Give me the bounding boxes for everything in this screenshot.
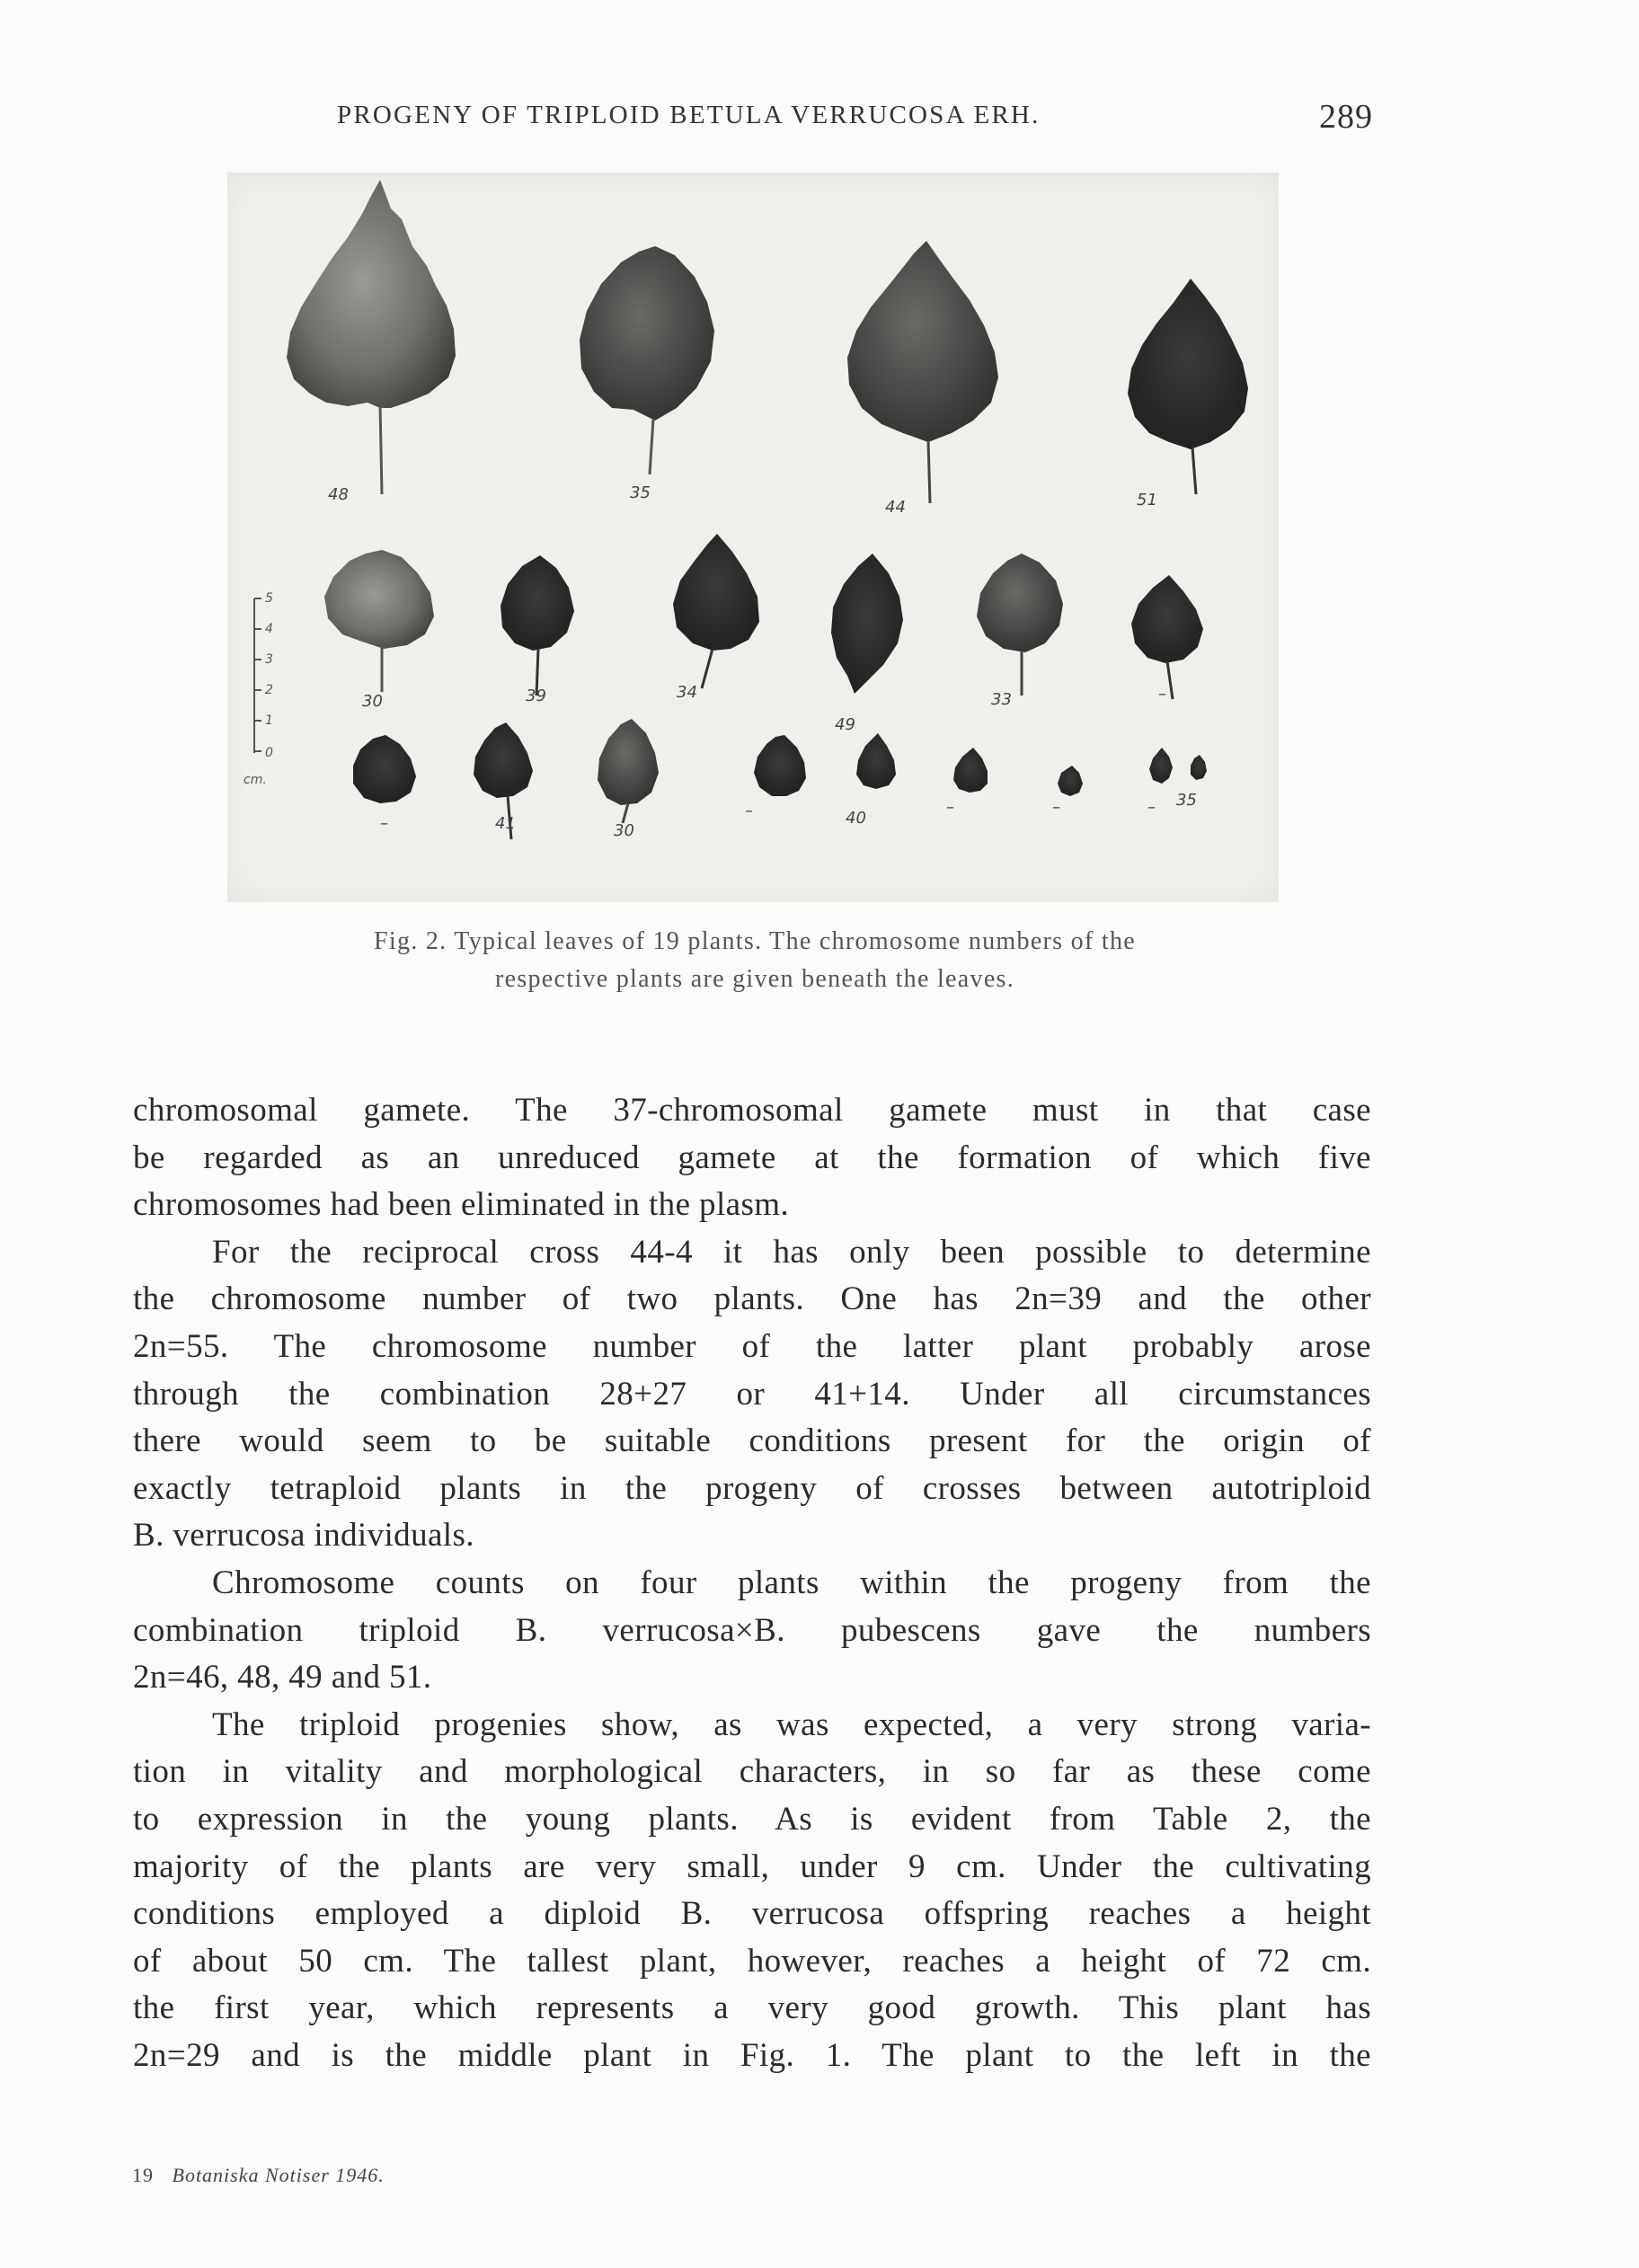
leaf-label: – (745, 802, 753, 820)
text-line: chromosomes had been eliminated in the plasm. (133, 1186, 790, 1224)
leaf-row-3 (353, 719, 1207, 839)
leaf-label: 30 (614, 821, 634, 840)
leaf (1149, 748, 1173, 784)
leaf-label: 40 (846, 809, 866, 828)
signature-mark: 19 (132, 2164, 154, 2186)
leaf-label: 51 (1137, 491, 1157, 509)
leaf-label: – (1052, 798, 1060, 817)
leaf (673, 534, 759, 651)
leaf (1131, 575, 1203, 663)
text-line: majority of the plants are very small, under 9 cm. Under the cultivating (133, 1847, 1371, 1885)
scale-bar (254, 598, 261, 753)
caption-line: Fig. 2. Typical leaves of 19 plants. The chromosome numbers of the (374, 927, 1136, 955)
text-line: The triploid progenies show, as was expected, a very strong varia- (212, 1705, 1371, 1743)
leaf (287, 180, 456, 408)
text-line: For the reciprocal cross 44-4 it has only been possible to determine (212, 1233, 1371, 1271)
text-line: 2n=29 and is the middle plant in Fig. 1. The plant to the left in the (133, 2036, 1371, 2074)
leaf-label: 30 (362, 692, 383, 711)
leaf (977, 554, 1063, 652)
leaf-label: 41 (495, 814, 516, 833)
figure-leaves-photo (227, 173, 1279, 902)
leaf-label: – (946, 798, 954, 817)
body-text (133, 1087, 1371, 2079)
leaf (953, 748, 988, 793)
leaf (353, 735, 416, 803)
leaf (598, 719, 659, 805)
footer (132, 2164, 385, 2187)
page-number: 289 (1319, 98, 1373, 136)
leaf-label: – (1147, 798, 1156, 817)
scale-tick: 0 (265, 746, 273, 760)
text-line: chromosomal gamete. The 37-chromosomal gamete must in that case (133, 1092, 1371, 1129)
text-line: Chromosome counts on four plants within the progeny from the (212, 1564, 1371, 1601)
text-line: tion in vitality and morphological characters, in so far as these come (133, 1753, 1371, 1791)
leaf (580, 246, 714, 421)
leaf (324, 550, 434, 649)
leaves-photograph (227, 173, 1279, 902)
text-line: to expression in the young plants. As is evident from Table 2, the (133, 1800, 1371, 1838)
text-line: through the combination 28+27 or 41+14. Under all circumstances (133, 1375, 1371, 1413)
scale-tick: 4 (265, 622, 273, 636)
leaf (831, 554, 903, 694)
leaf (856, 733, 896, 789)
leaf-label: 39 (526, 687, 546, 705)
text-line: combination triploid B. verrucosa×B. pubescens gave the numbers (133, 1611, 1371, 1649)
text-line: the chromosome number of two plants. One has 2n=39 and the other (133, 1280, 1371, 1318)
leaf-label: – (1158, 685, 1166, 704)
text-line: there would seem to be suitable conditions present for the origin of (133, 1422, 1371, 1460)
leaf-label: 48 (328, 485, 349, 504)
scale-tick: 3 (265, 652, 273, 667)
leaf (754, 735, 806, 796)
leaf (1058, 766, 1083, 796)
text-line: exactly tetraploid plants in the progeny of crosses between autotriploid (133, 1469, 1371, 1507)
scale-tick: 5 (265, 591, 273, 606)
text-line: 2n=46, 48, 49 and 51. (133, 1659, 432, 1697)
leaf-label: 35 (630, 483, 651, 502)
leaf-label: 34 (677, 683, 697, 702)
scale-unit: cm. (244, 773, 267, 787)
text-line: of about 50 cm. The tallest plant, however, reaches a height of 72 cm. (133, 1942, 1371, 1980)
leaf-row-1 (287, 180, 1248, 503)
leaf-label: 35 (1176, 791, 1197, 810)
leaf (474, 722, 533, 798)
text-line: B. verrucosa individuals. (133, 1517, 474, 1555)
running-head (0, 97, 1639, 142)
leaf-label: – (380, 814, 388, 833)
text-line: the first year, which represents a very good growth. This plant has (133, 1989, 1371, 2027)
text-line: be regarded as an unreduced gamete at the formation of which five (133, 1138, 1371, 1176)
leaf-label: 49 (835, 715, 855, 734)
leaf-row-2 (324, 534, 1203, 699)
leaf (1191, 755, 1207, 780)
leaf-label: 44 (885, 498, 906, 517)
leaf (847, 241, 998, 442)
scale-tick: 1 (265, 713, 273, 728)
text-line: conditions employed a diploid B. verrucosa offspring reaches a height (133, 1895, 1371, 1933)
leaf (501, 555, 574, 651)
text-line: 2n=55. The chromosome number of the latter plant probably arose (133, 1327, 1371, 1365)
running-head-title: PROGENY OF TRIPLOID BETULA VERRUCOSA ERH. (337, 101, 1041, 129)
scale-tick: 2 (265, 683, 273, 697)
journal-name: Botaniska Notiser 1946. (172, 2164, 385, 2186)
caption-line: respective plants are given beneath the leaves. (494, 965, 1015, 993)
leaf-label: 33 (991, 690, 1012, 709)
figure-caption (225, 923, 1285, 998)
leaf (1128, 279, 1248, 449)
